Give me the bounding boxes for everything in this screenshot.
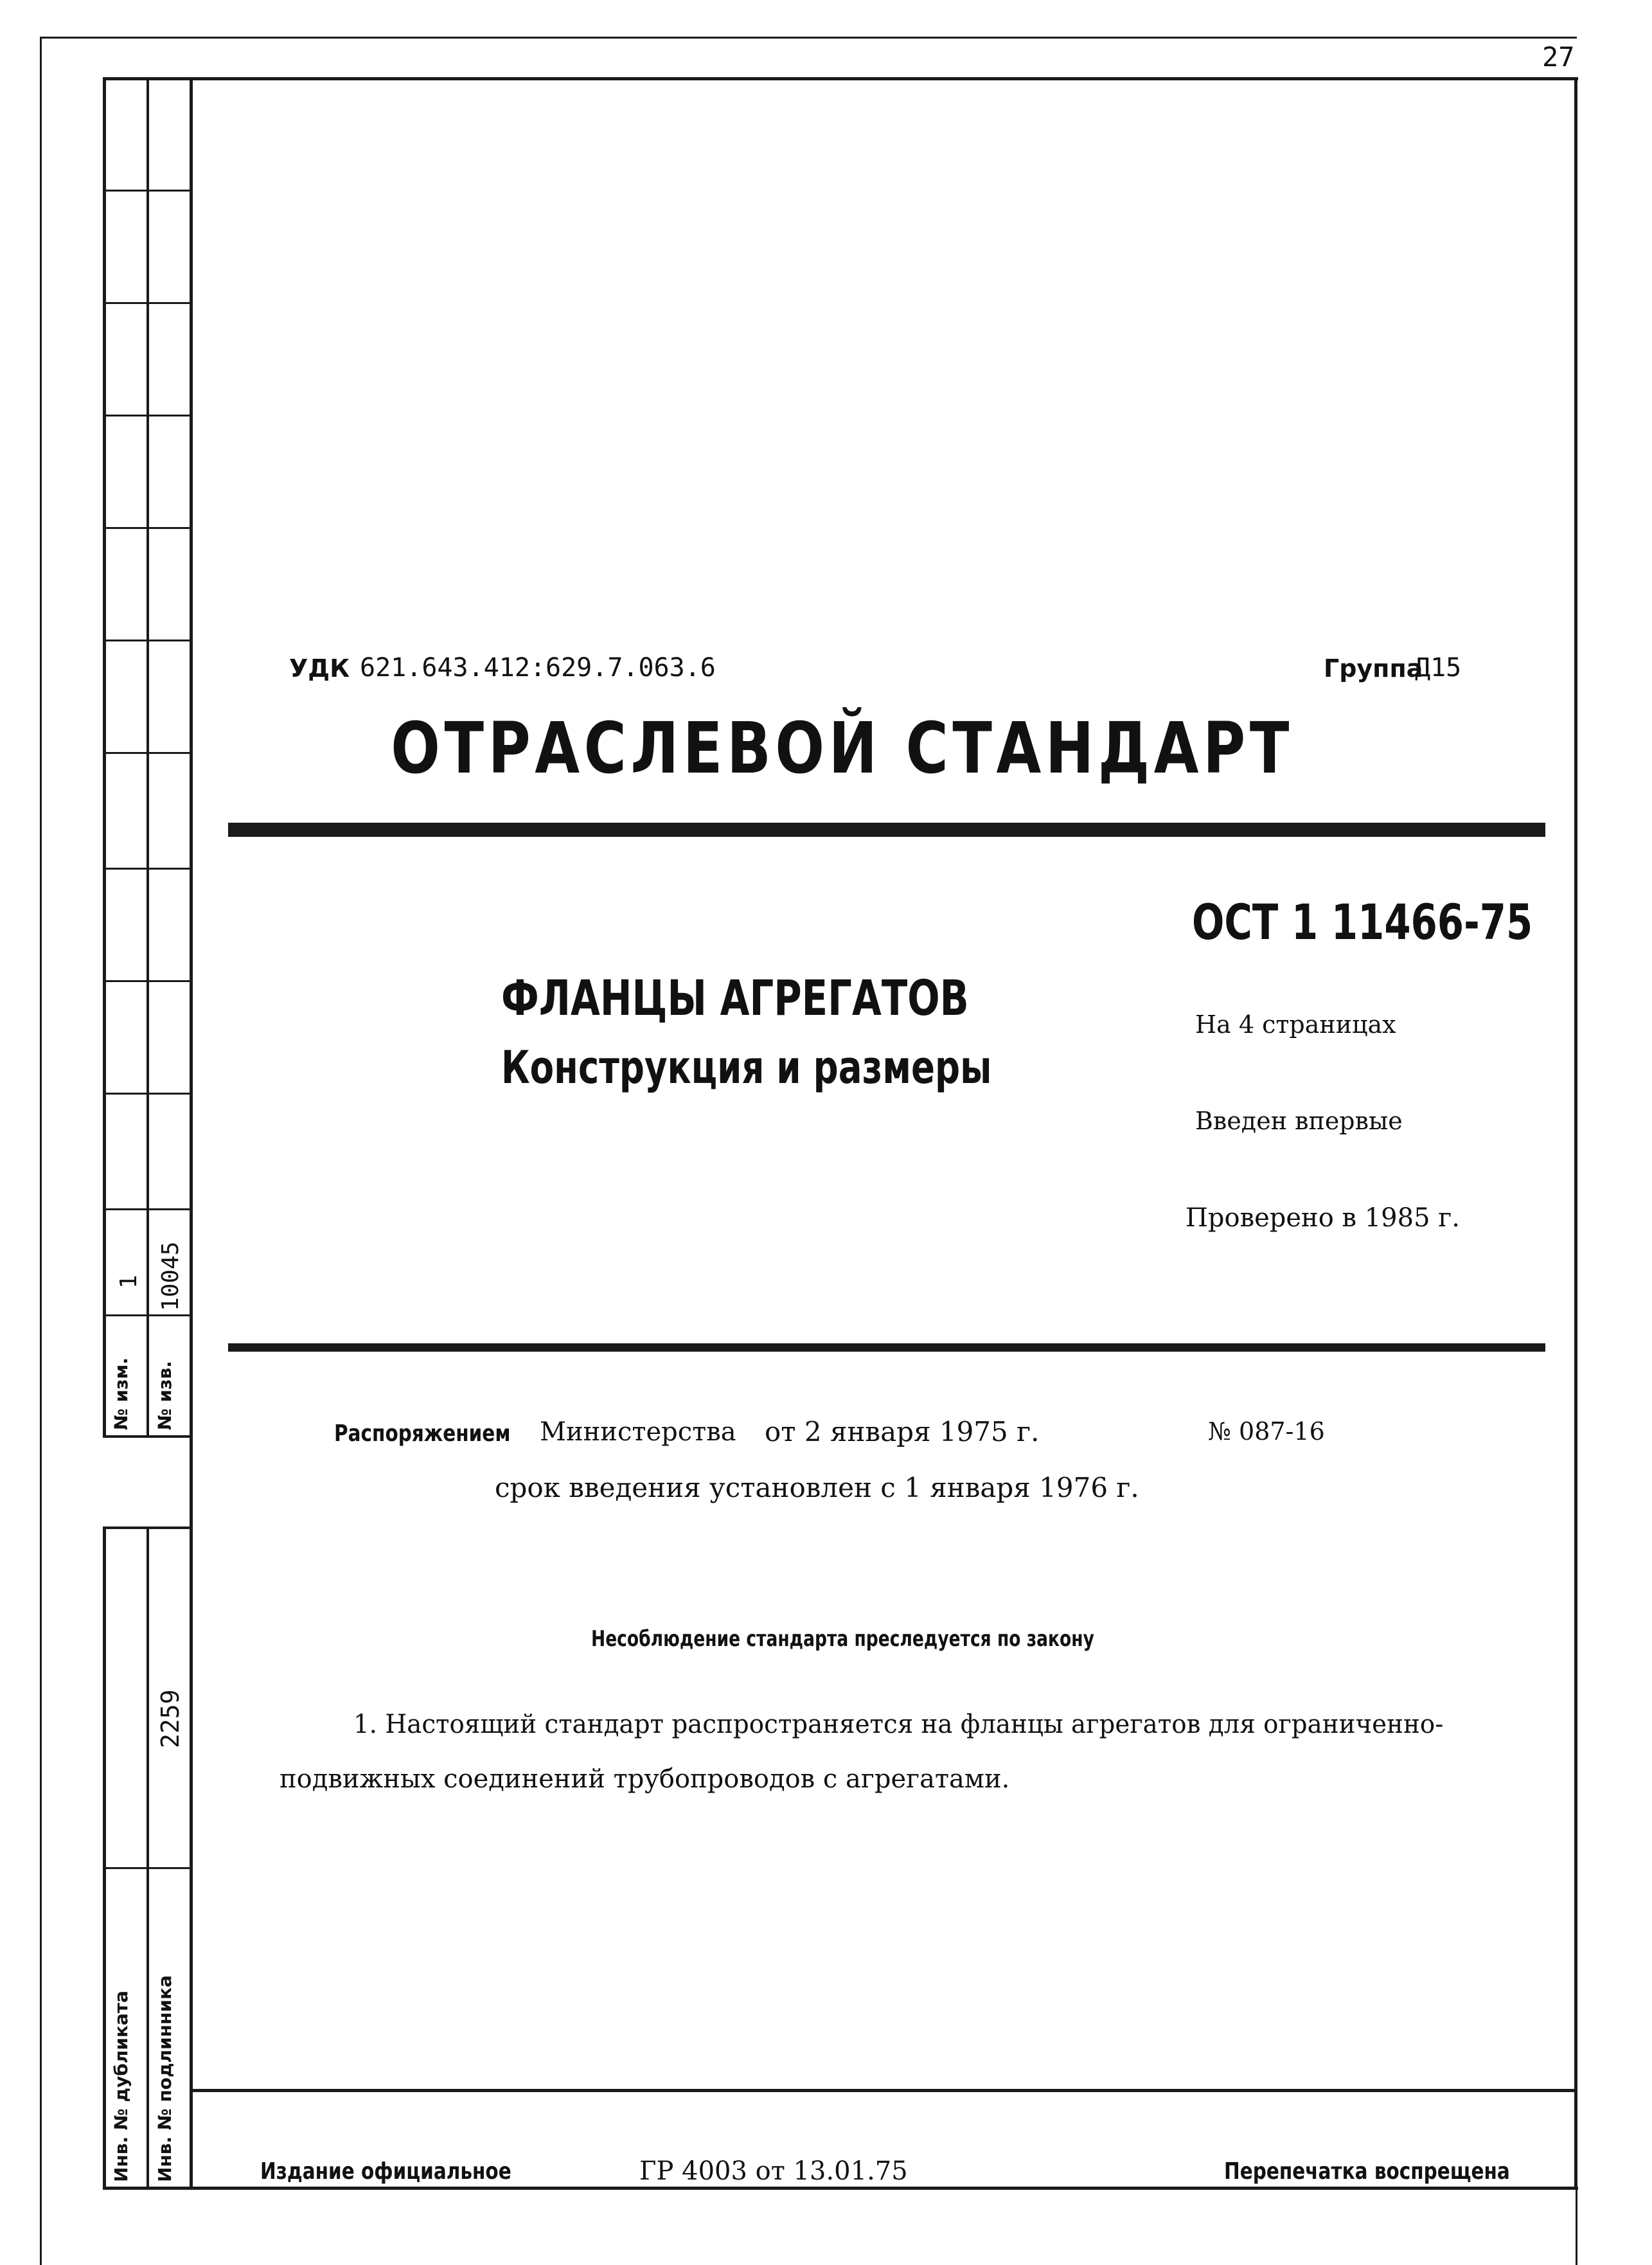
body-paragraph-line-2: подвижных соединений трубопроводов с агрегатами.	[280, 1764, 1010, 1794]
order-effective-date: срок введения установлен с 1 января 1976 г.	[495, 1472, 1139, 1503]
change-number-label: № изм.	[111, 1357, 132, 1430]
notice-number-value: 10045	[157, 1241, 184, 1311]
document-subtitle: Конструкция и размеры	[501, 1041, 992, 1094]
standard-title: ОТРАСЛЕВОЙ СТАНДАРТ	[391, 707, 1293, 789]
udk-label: УДК	[289, 654, 350, 683]
order-date: от 2 января 1975 г.	[765, 1416, 1040, 1447]
title-rule	[228, 823, 1545, 837]
checked-info: Проверено в 1985 г.	[1186, 1203, 1460, 1233]
legal-warning: Несоблюдение стандарта преследуется по закону	[591, 1626, 1094, 1652]
change-number-value: 1	[116, 1275, 142, 1289]
intro-info: Введен впервые	[1195, 1107, 1403, 1135]
duplicate-inventory-label: Инв. № дубликата	[111, 1991, 132, 2182]
order-ministry: Министерства	[540, 1417, 736, 1447]
udk-code: 621.643.412:629.7.063.6	[360, 653, 716, 683]
document-title: ФЛАНЦЫ АГРЕГАТОВ	[501, 969, 969, 1026]
footer-official-edition: Издание официальное	[260, 2158, 511, 2185]
body-paragraph-line-1: 1. Настоящий стандарт распространяется на фланцы агрегатов для ограниченно-	[353, 1710, 1444, 1739]
order-label: Распоряжением	[334, 1420, 511, 1447]
footer-registration: ГР 4003 от 13.01.75	[639, 2156, 908, 2186]
page-number: 27	[1542, 41, 1575, 73]
pages-info: На 4 страницах	[1195, 1010, 1396, 1039]
footer-reprint-prohibited: Перепечатка воспрещена	[1224, 2158, 1510, 2185]
standard-code: ОСТ 1 11466-75	[1192, 893, 1533, 951]
group-label: Группа	[1324, 654, 1423, 683]
notice-number-label: № изв.	[154, 1361, 175, 1430]
group-code: Д15	[1415, 653, 1462, 683]
original-inventory-value: 2259	[156, 1689, 184, 1748]
original-inventory-label: Инв. № подлинника	[154, 1975, 175, 2182]
second-rule	[228, 1343, 1545, 1352]
order-number: № 087-16	[1208, 1417, 1325, 1446]
